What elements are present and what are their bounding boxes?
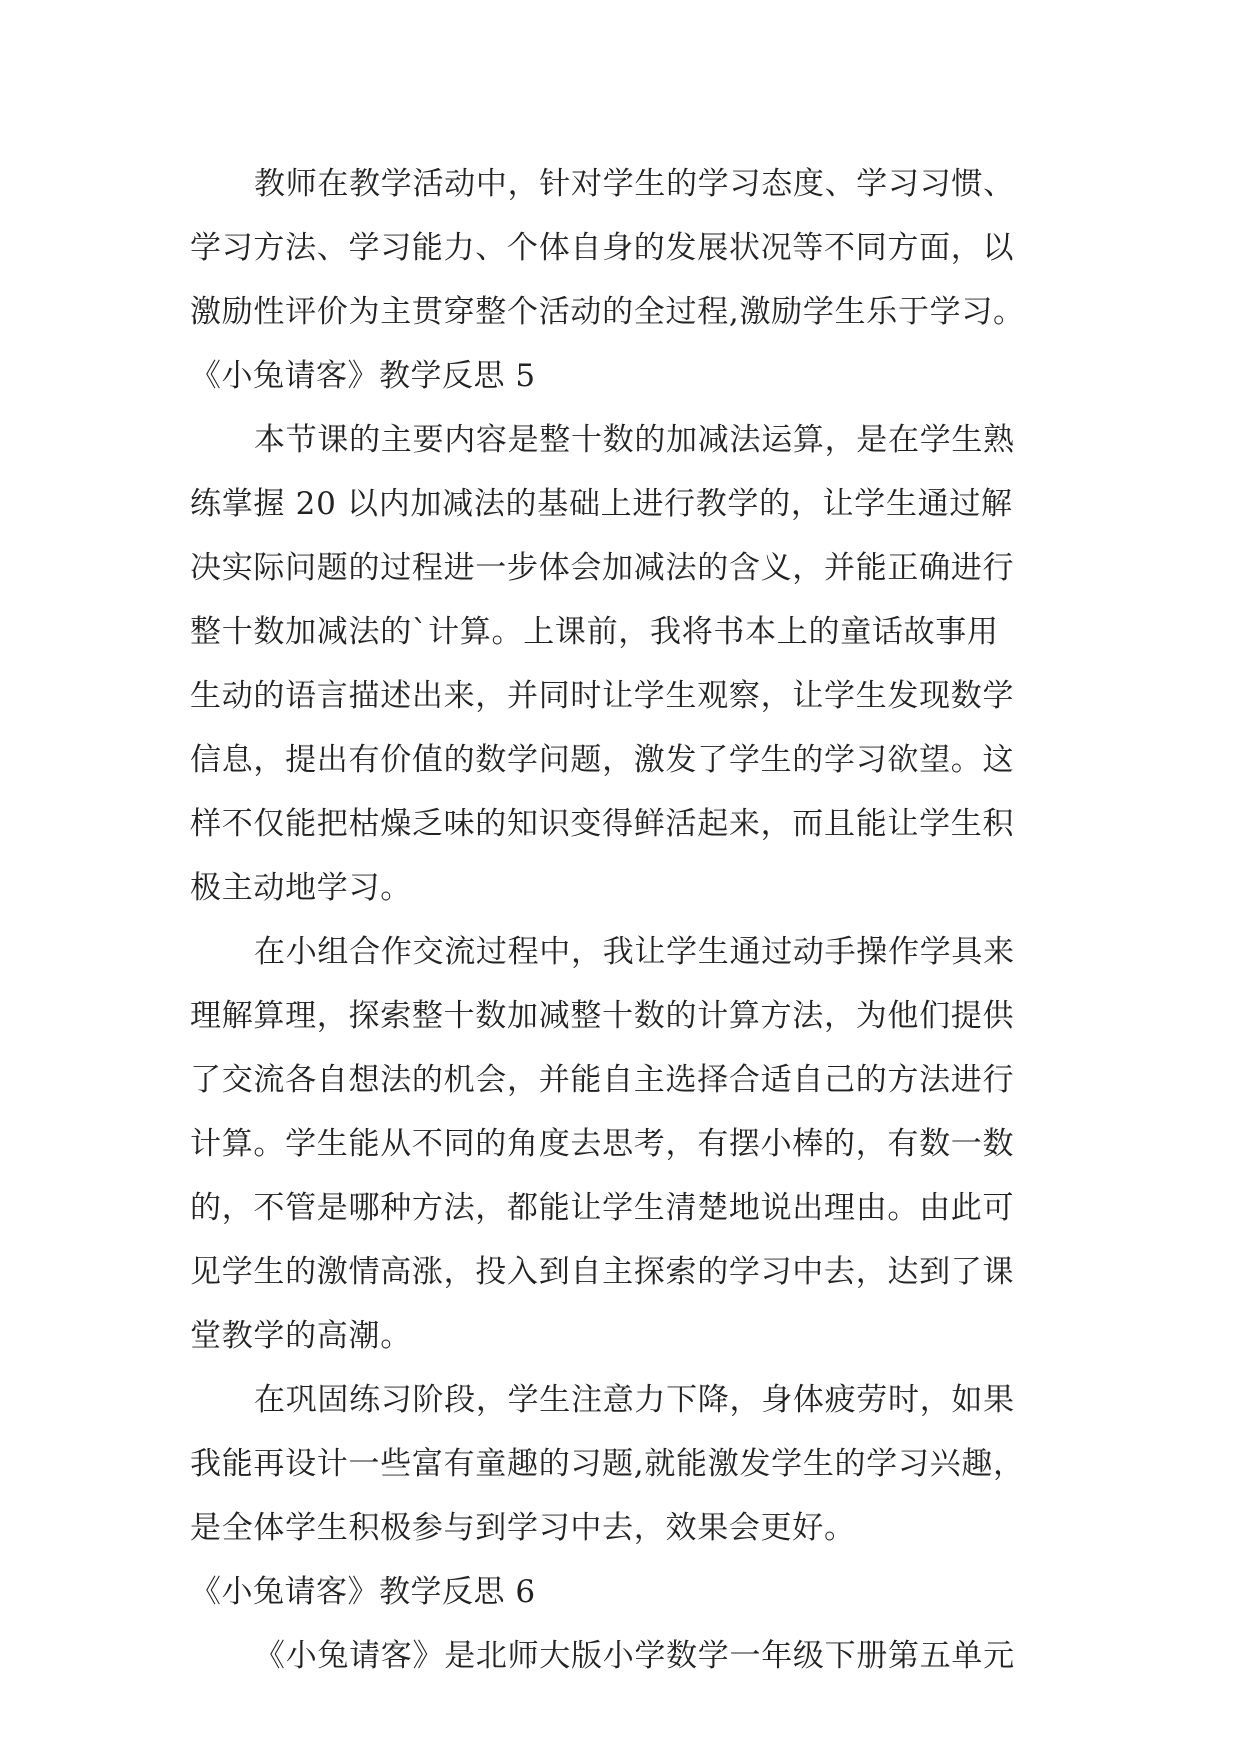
paragraph-group-work xyxy=(190,920,1090,1368)
paragraph-line: 信息，提出有价值的数学问题，激发了学生的学习欲望。这 xyxy=(190,742,1015,778)
paragraph-line: 教师在教学活动中，针对学生的学习态度、学习习惯、 xyxy=(254,166,1015,202)
document-body xyxy=(190,152,1090,1688)
paragraph-line: 在小组合作交流过程中，我让学生通过动手操作学具来 xyxy=(254,934,1015,970)
paragraph-line: 理解算理，探索整十数加减整十数的计算方法，为他们提供 xyxy=(190,998,1015,1034)
paragraph-line: 本节课的主要内容是整十数的加减法运算，是在学生熟 xyxy=(254,422,1015,458)
paragraph-line: 样不仅能把枯燥乏味的知识变得鲜活起来，而且能让学生积 xyxy=(190,806,1015,842)
paragraph-line: 极主动地学习。 xyxy=(190,870,412,906)
paragraph-line: 决实际问题的过程进一步体会加减法的含义，并能正确进行 xyxy=(190,550,1015,586)
paragraph-reflection-6 xyxy=(190,1624,1090,1688)
paragraph-content-summary xyxy=(190,408,1090,920)
paragraph-line: 见学生的激情高涨，投入到自主探索的学习中去，达到了课 xyxy=(190,1254,1015,1290)
paragraph-line: 了交流各自想法的机会，并能自主选择合适自己的方法进行 xyxy=(190,1062,1015,1098)
section-heading-6: 《小兔请客》教学反思 6 xyxy=(190,1574,536,1610)
paragraph-intro xyxy=(190,152,1090,344)
paragraph-line: 学习方法、学习能力、个体自身的发展状况等不同方面，以 xyxy=(190,230,1015,266)
section-heading-5: 《小兔请客》教学反思 5 xyxy=(190,358,536,394)
paragraph-practice xyxy=(190,1368,1090,1560)
paragraph-line: 是全体学生积极参与到学习中去，效果会更好。 xyxy=(190,1510,856,1546)
paragraph-line: 激励性评价为主贯穿整个活动的全过程,激励学生乐于学习。 xyxy=(190,294,1025,330)
paragraph-line: 《小兔请客》是北师大版小学数学一年级下册第五单元 xyxy=(254,1638,1015,1674)
paragraph-line: 练掌握 20 以内加减法的基础上进行教学的，让学生通过解 xyxy=(190,486,1013,522)
paragraph-line: 在巩固练习阶段，学生注意力下降，身体疲劳时，如果 xyxy=(254,1382,1015,1418)
paragraph-line: 的，不管是哪种方法，都能让学生清楚地说出理由。由此可 xyxy=(190,1190,1015,1226)
paragraph-line: 生动的语言描述出来，并同时让学生观察，让学生发现数学 xyxy=(190,678,1015,714)
paragraph-line: 堂教学的高潮。 xyxy=(190,1318,412,1354)
paragraph-line: 我能再设计一些富有童趣的习题,就能激发学生的学习兴趣， xyxy=(190,1446,1025,1482)
paragraph-line: 整十数加减法的`计算。上课前，我将书本上的童话故事用 xyxy=(190,614,999,650)
paragraph-line: 计算。学生能从不同的角度去思考，有摆小棒的，有数一数 xyxy=(190,1126,1015,1162)
